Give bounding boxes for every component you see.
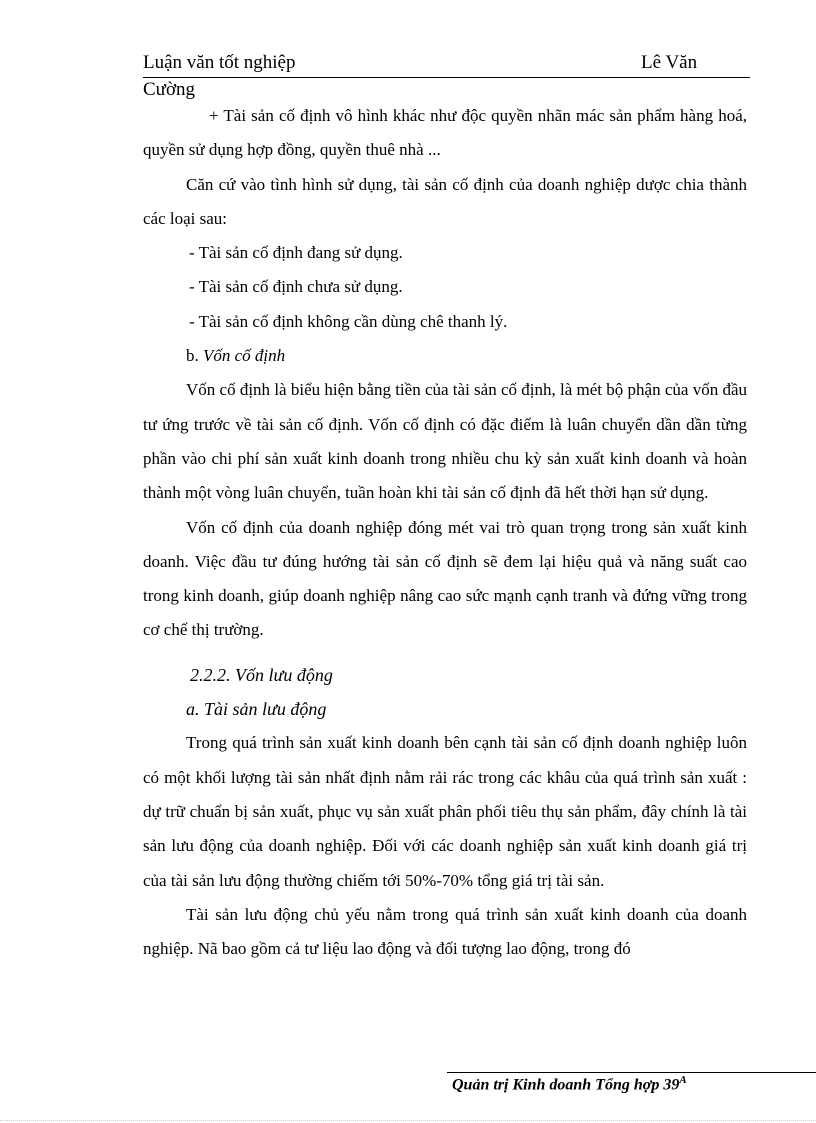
paragraph-fixed-capital-definition: Vốn cố định là biểu hiện bằng tiền của tài sản cố định, là mét bộ phận của vốn đầu tư ứng trước về tài sản cố định. Vốn cố định có đặc điểm là luân chuyển dần dần từng phần vào chi phí sản xuất kinh doanh trong nhiều chu kỳ sản xuất kinh doanh và hoàn thành một vòng luân chuyển, tuần hoàn khi tài sản cố định đã hết thời hạn sử dụng. [143,380,747,503]
section-heading-working-capital: 2.2.2. Vốn lưu động [190,664,333,685]
subheading-b-prefix: b. [186,346,203,366]
page-bottom-edge [0,1120,816,1121]
paragraph-current-assets: Trong quá trình sản xuất kinh doanh bên cạnh tài sản cố định doanh nghiệp luôn có một khối lượng tài sản nhất định nằm rải rác trong các khâu của quá trình sản xuất : dự trữ chuẩn bị sản xuất, phục vụ sản xuất phân phối tiêu thụ sản phẩm, đây chính là tài sản lưu động của doanh nghiệp. Đối với các doanh nghiệp sản xuất kinh doanh giá trị của tài sản lưu động thường chiếm tới 50%-70% tổng giá trị tài sản. [143,733,747,890]
subheading-b-title: Vốn cố định [203,346,286,366]
bullet-in-use: - Tài sản cố định đang sử dụng. [189,243,403,263]
footer-superscript: A [679,1074,687,1086]
footer-divider [447,1072,816,1073]
footer-text [452,1074,687,1094]
paragraph-classification: Căn cứ vào tình hình sử dụng, tài sản cố định của doanh nghiệp dược chia thành các loại sau: [143,174,747,228]
header-title: Luận văn tốt nghiệp [143,52,296,73]
paragraph-intangible-assets: + Tài sản cố định vô hình khác như độc quyền nhãn mác sản phẩm hàng hoá, quyền sử dụng hợp đồng, quyền thuê nhà ... [143,106,747,160]
subheading-current-assets: a. Tài sản lưu động [186,699,327,720]
paragraph-fixed-capital-role: Vốn cố định của doanh nghiệp đóng mét vai trò quan trọng trong sản xuất kinh doanh. Việc đầu tư đúng hướng tài sản cố định sẽ đem lại hiệu quả và năng suất cao trong kinh doanh, giúp doanh nghiệp nâng cao sức mạnh cạnh tranh và đứng vững trong cơ chế thị trường. [143,517,747,640]
header-divider [143,77,750,78]
bullet-disposal: - Tài sản cố định không cần dùng chê thanh lý. [189,311,508,331]
header-author: Lê Văn [641,52,698,73]
paragraph-current-assets-composition: Tài sản lưu động chủ yếu nằm trong quá trình sản xuất kinh doanh của doanh nghiệp. Nã bao gồm cả tư liệu lao động và đối tượng lao động, trong đó [143,904,747,959]
footer-label: Quản trị Kinh doanh Tổng hợp 39 [452,1076,680,1094]
body-text [143,99,747,966]
subheading-b [143,339,747,373]
header-author-continuation: Cường [143,79,196,100]
bullet-not-in-use: - Tài sản cố định chưa sử dụng. [189,277,403,297]
